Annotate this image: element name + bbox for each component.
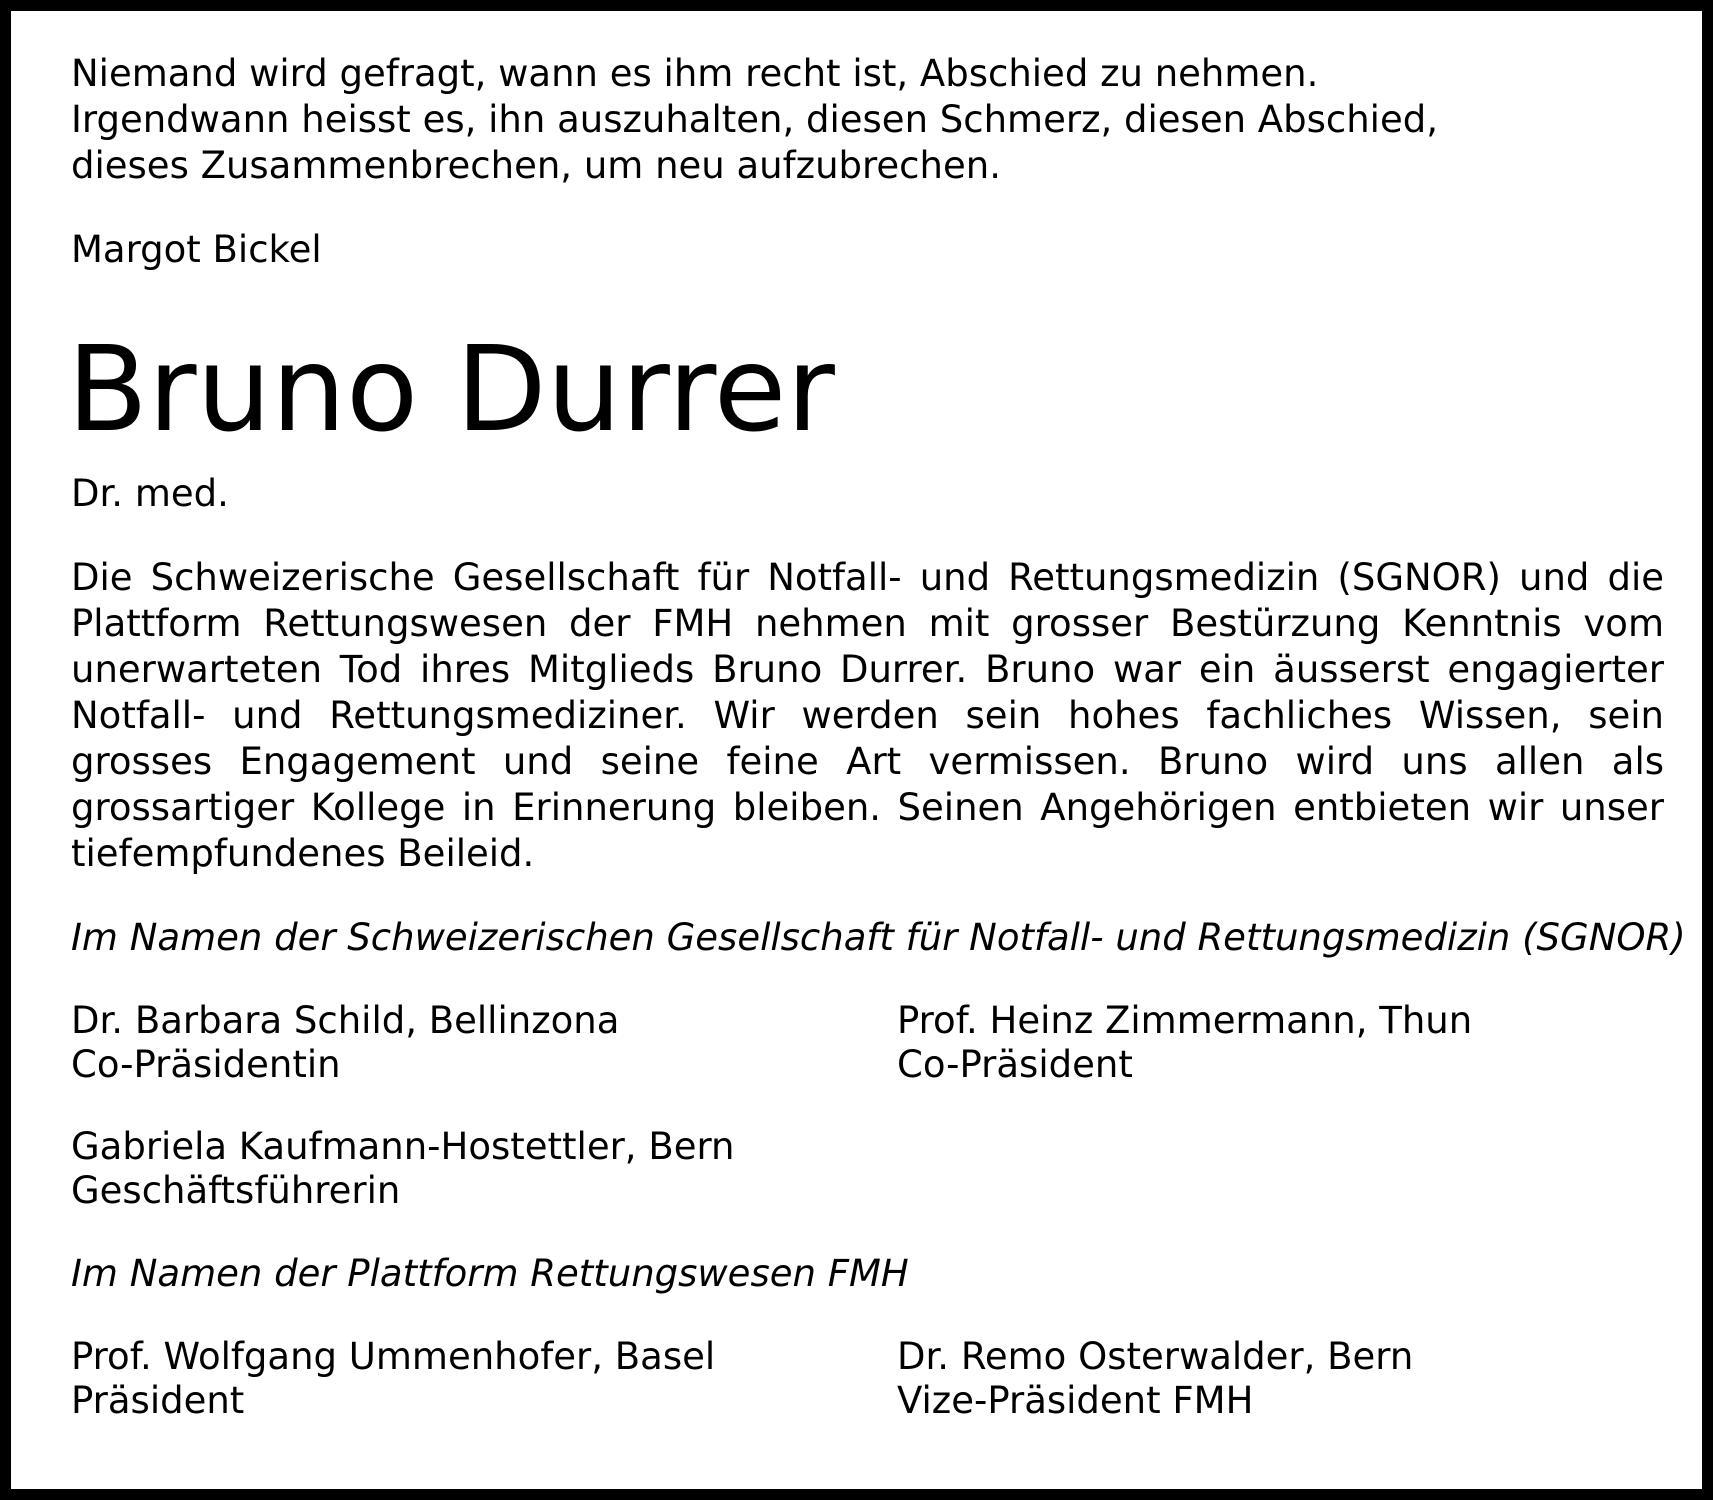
quote-line: dieses Zusammenbrechen, um neu aufzubrechen.	[71, 144, 1001, 187]
signatory-name: Prof. Wolfgang Ummenhofer, Basel	[71, 1335, 716, 1378]
quote-line: Irgendwann heisst es, ihn auszuhalten, diesen Schmerz, diesen Abschied,	[71, 98, 1438, 141]
signatory-role: Vize-Präsident FMH	[897, 1379, 1254, 1422]
signatory	[897, 1335, 1413, 1423]
obituary-content	[67, 51, 1686, 1423]
fmh-on-behalf: Im Namen der Plattform Rettungswesen FMH	[71, 1252, 909, 1295]
sgnor-on-behalf: Im Namen der Schweizerischen Gesellschaft für Notfall- und Rettungsmedizin (SGNOR)	[71, 916, 1686, 959]
signatory-name: Gabriela Kaufmann-Hostettler, Bern	[71, 1125, 735, 1168]
signatory	[897, 999, 1472, 1087]
quote-line: Niemand wird gefragt, wann es ihm recht ist, Abschied zu nehmen.	[71, 52, 1319, 95]
signatory	[71, 1335, 897, 1423]
epigraph-quote	[71, 51, 1664, 189]
quote-author: Margot Bickel	[71, 228, 322, 271]
sgnor-signatories-row	[71, 999, 1664, 1087]
signatory	[71, 999, 897, 1087]
signatory-name: Dr. Barbara Schild, Bellinzona	[71, 999, 620, 1042]
sgnor-signatories-row	[71, 1125, 1664, 1213]
signatory-role: Co-Präsidentin	[71, 1043, 341, 1086]
signatory-name: Dr. Remo Osterwalder, Bern	[897, 1335, 1414, 1378]
deceased-name: Bruno Durrer	[67, 320, 835, 458]
signatory-role: Geschäftsführerin	[71, 1169, 401, 1212]
fmh-signatories-row	[71, 1335, 1664, 1423]
signatory-role: Co-Präsident	[897, 1043, 1133, 1086]
signatory-name: Prof. Heinz Zimmermann, Thun	[897, 999, 1473, 1042]
signatory	[71, 1125, 897, 1213]
condolence-message: Die Schweizerische Gesellschaft für Notfall- und Rettungsmedizin (SGNOR) und die Plattform Rettungswesen der FMH nehmen mit grosser Bestürzung Kenntnis vom unerwarteten Tod ihres Mitglieds Bruno Durrer. Bruno war ein äusserst engagierter Notfall- und Rettungsmediziner. Wir werden sein hohes fachliches Wissen, sein grosses Engagement und seine feine Art vermissen. Bruno wird uns allen als grossartiger Kollege in Erinnerung bleiben. Seinen Angehörigen entbieten wir unser tiefempfundenes Beileid.	[71, 556, 1664, 875]
signatory-role: Präsident	[71, 1379, 245, 1422]
deceased-title: Dr. med.	[71, 472, 229, 515]
